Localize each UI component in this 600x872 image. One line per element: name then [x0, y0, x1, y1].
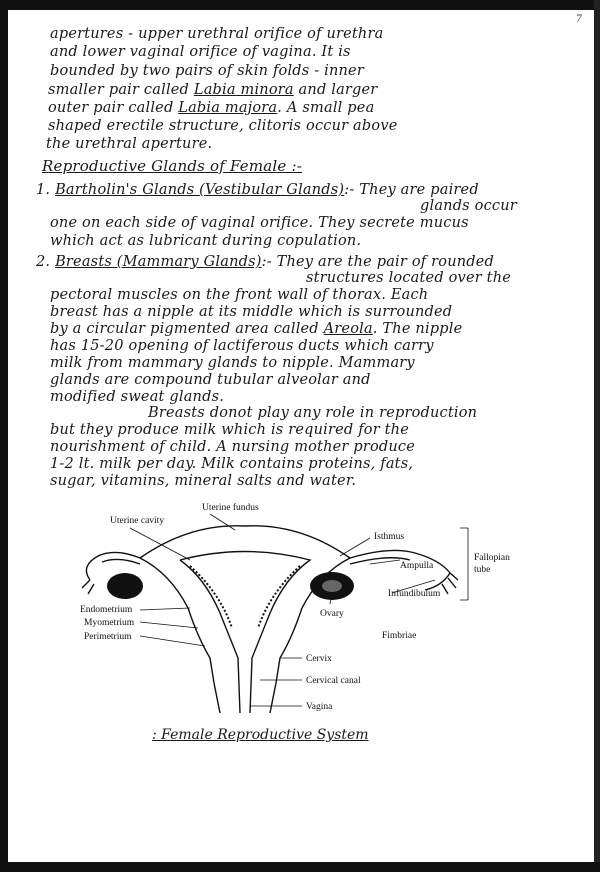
label-uterine-fundus: Uterine fundus — [202, 503, 259, 513]
label-infundibulum: Infundibulum — [388, 589, 441, 599]
label-ampulla: Ampulla — [400, 561, 434, 571]
text-fragment: outer pair called — [48, 100, 179, 116]
text-line — [48, 100, 374, 116]
text-line: which act as lubricant during copulation. — [50, 233, 362, 249]
text-fragment: . A small pea — [277, 100, 375, 116]
left-ovary — [107, 573, 143, 599]
text-line: the urethral aperture. — [46, 136, 213, 152]
label-perimetrium: Perimetrium — [84, 632, 132, 642]
text-line: 1-2 lt. milk per day. Milk contains proteins, fats, — [50, 456, 414, 472]
text-line: apertures - upper urethral orifice of urethra — [50, 26, 384, 42]
label-uterine-cavity: Uterine cavity — [110, 516, 165, 526]
item-title: Bartholin's Glands (Vestibular Glands) — [55, 182, 345, 198]
label-fallopian: Fallopian — [474, 553, 510, 563]
term-labia-minora: Labia minora — [193, 82, 294, 98]
diagram-caption: : Female Reproductive System — [152, 727, 369, 743]
text-line: bounded by two pairs of skin folds - inner — [50, 63, 364, 79]
item-tail: :- They are paired — [344, 182, 479, 198]
label-fimbriae: Fimbriae — [382, 631, 417, 641]
item-heading — [36, 182, 479, 198]
text-line: sugar, vitamins, mineral salts and water. — [50, 473, 357, 489]
text-fragment: . The nipple — [372, 321, 463, 337]
text-line: breast has a nipple at its middle which is surrounded — [50, 304, 453, 320]
text-line: modified sweat glands. — [50, 389, 225, 405]
text-line: structures located over the — [306, 270, 512, 286]
label-vagina: Vagina — [306, 702, 333, 712]
item-number: 1. — [36, 182, 51, 198]
label-endometrium: Endometrium — [80, 605, 133, 615]
text-fragment: smaller pair called — [48, 82, 194, 98]
photo-frame-top — [0, 0, 600, 10]
label-cervical-canal: Cervical canal — [306, 676, 361, 686]
item-title: Breasts (Mammary Glands) — [55, 254, 262, 270]
photo-frame-right — [594, 0, 600, 872]
text-line: glands occur — [420, 198, 517, 214]
term-labia-majora: Labia majora — [178, 100, 278, 116]
label-isthmus: Isthmus — [374, 532, 405, 542]
section-heading: Reproductive Glands of Female :- — [42, 157, 302, 175]
text-line: has 15-20 opening of lactiferous ducts which carry — [50, 338, 434, 354]
text-line: but they produce milk which is required for the — [50, 422, 409, 438]
text-line: nourishment of child. A nursing mother produce — [50, 439, 416, 455]
text-line: Breasts donot play any role in reproduction — [148, 405, 478, 421]
text-line — [48, 82, 377, 98]
text-line: one on each side of vaginal orifice. They secrete mucus — [50, 215, 469, 231]
text-line: glands are compound tubular alveolar and — [50, 372, 371, 388]
text-line: and lower vaginal orifice of vagina. It is — [50, 44, 351, 60]
corner-mark: 7 — [575, 14, 582, 25]
item-heading — [36, 254, 494, 270]
text-line: shaped erectile structure, clitoris occur above — [48, 118, 398, 134]
label-ovary: Ovary — [320, 609, 344, 619]
label-tube: tube — [474, 565, 491, 575]
label-cervix: Cervix — [306, 654, 332, 664]
female-reproductive-diagram — [70, 498, 560, 723]
term-areola: Areola — [323, 321, 373, 337]
photo-frame-bottom — [0, 862, 600, 872]
text-line: pectoral muscles on the front wall of thorax. Each — [50, 287, 429, 303]
item-tail: :- They are the pair of rounded — [261, 254, 495, 270]
item-number: 2. — [36, 254, 51, 270]
text-fragment: by a circular pigmented area called — [50, 321, 324, 337]
text-line: milk from mammary glands to nipple. Mammary — [50, 355, 415, 371]
photo-frame-left — [0, 0, 8, 872]
label-myometrium: Myometrium — [84, 618, 135, 628]
text-line — [50, 321, 462, 337]
text-fragment: and larger — [293, 82, 378, 98]
